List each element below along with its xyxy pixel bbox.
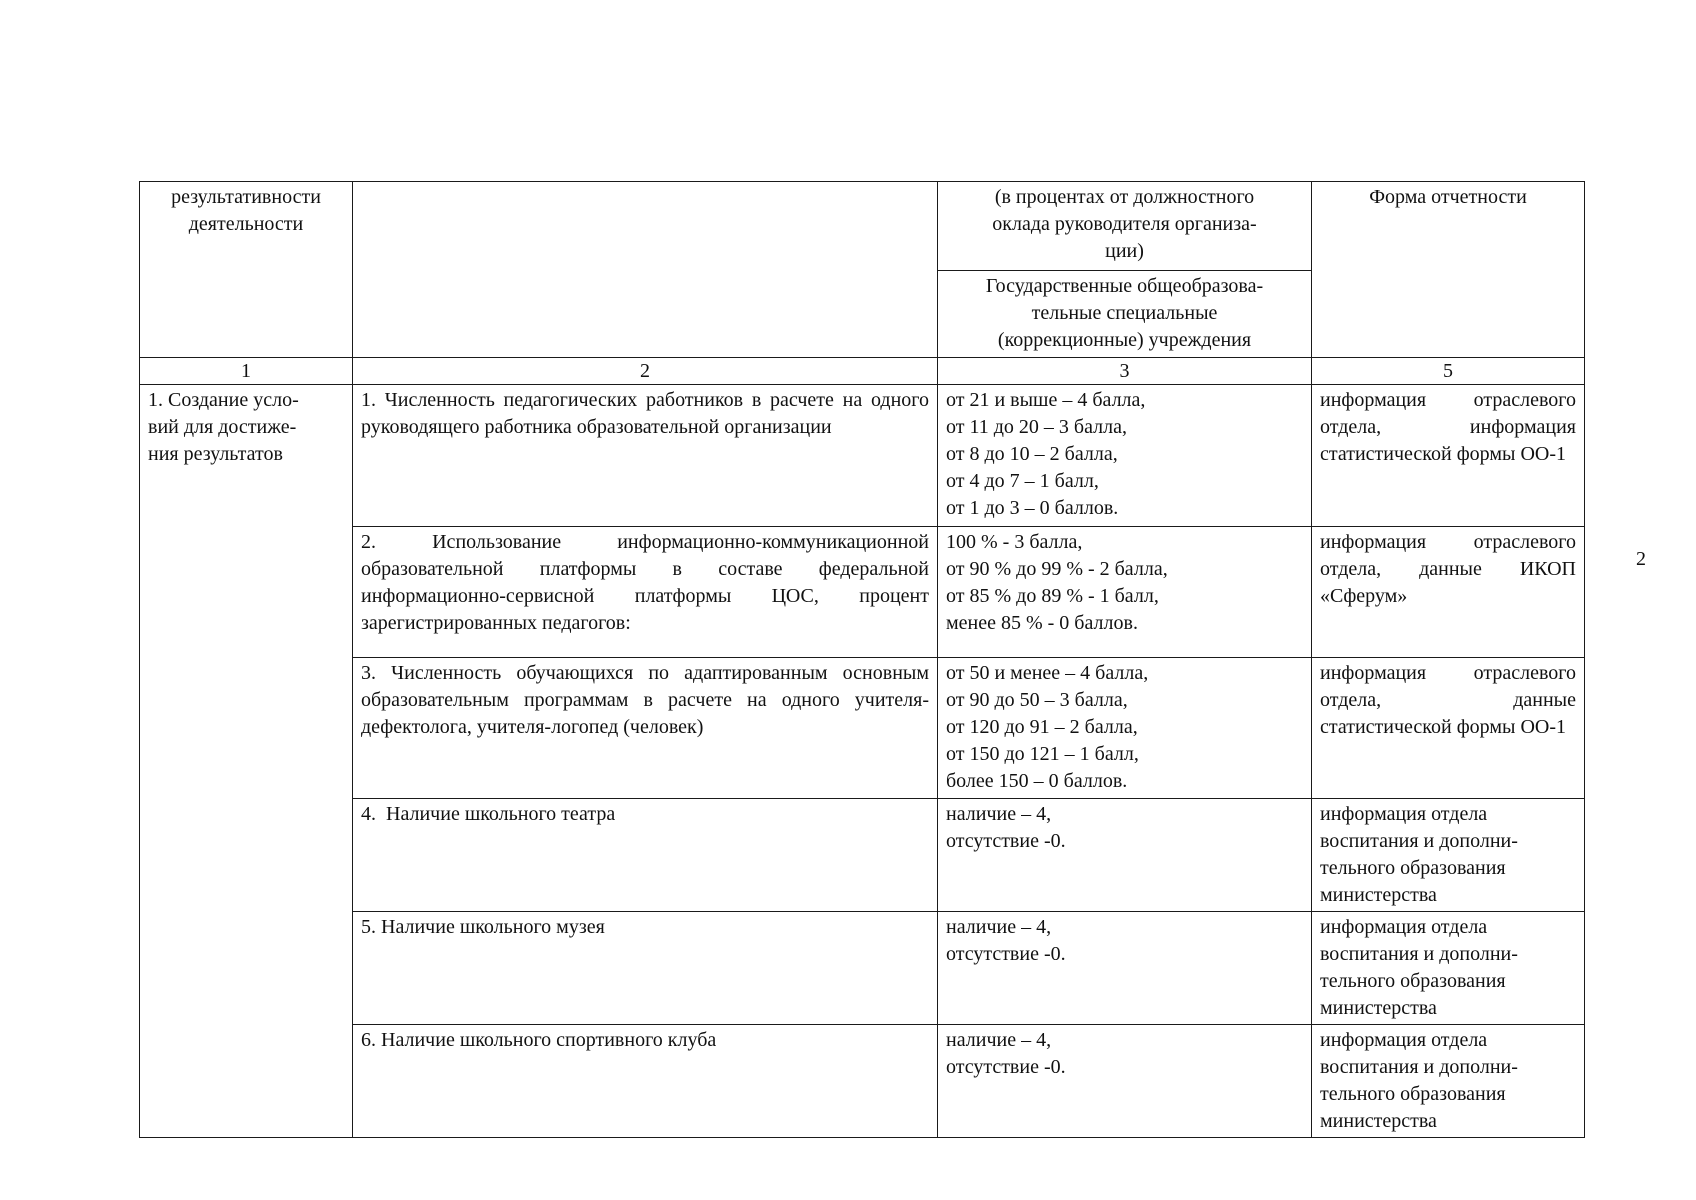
column-number: 1 <box>140 358 353 385</box>
header-percent-cell: (в процентах от должностного оклада руководителя организа- ции) <box>938 182 1312 271</box>
table-row <box>140 658 1585 799</box>
header-institutions-cell: Государственные общеобразова- тельные специальные (коррекционные) учреждения <box>938 271 1312 358</box>
score-cell: наличие – 4, отсутствие -0. <box>938 799 1312 912</box>
column-number: 5 <box>1312 358 1585 385</box>
score-cell: наличие – 4, отсутствие -0. <box>938 912 1312 1025</box>
criterion-cell: 1. Создание усло- вий для достиже- ния результатов <box>140 385 353 1138</box>
page-number: 2 <box>1636 548 1646 570</box>
indicator-cell: 1. Численность педагогических работников в расчете на одного руководящего работника образовательной организации <box>353 385 938 527</box>
indicator-cell: 5. Наличие школьного музея <box>353 912 938 1025</box>
criteria-table <box>139 181 1585 1138</box>
score-cell: наличие – 4, отсутствие -0. <box>938 1025 1312 1138</box>
indicator-cell: 2. Использование информационно-коммуникационной образовательной платформы в составе федеральной информационно-сервисной платформы ЦОС, процент зарегистрированных педагогов: <box>353 527 938 658</box>
table-row <box>140 912 1585 1025</box>
reporting-cell: информация отдела воспитания и дополни- тельного образования министерства <box>1312 1025 1585 1138</box>
column-number: 2 <box>353 358 938 385</box>
score-cell: от 50 и менее – 4 балла, от 90 до 50 – 3 балла, от 120 до 91 – 2 балла, от 150 до 121 – 1 балл, более 150 – 0 баллов. <box>938 658 1312 799</box>
table-row <box>140 1025 1585 1138</box>
table-row <box>140 385 1585 527</box>
table-row <box>140 799 1585 912</box>
header-reporting-cell: Форма отчетности <box>1312 182 1585 358</box>
column-number: 3 <box>938 358 1312 385</box>
column-number-row <box>140 358 1585 385</box>
score-cell: 100 % - 3 балла, от 90 % до 99 % - 2 балла, от 85 % до 89 % - 1 балл, менее 85 % - 0 баллов. <box>938 527 1312 658</box>
reporting-cell: информация отдела воспитания и дополни- тельного образования министерства <box>1312 799 1585 912</box>
indicator-cell: 4. Наличие школьного театра <box>353 799 938 912</box>
score-cell: от 21 и выше – 4 балла, от 11 до 20 – 3 балла, от 8 до 10 – 2 балла, от 4 до 7 – 1 балл, от 1 до 3 – 0 баллов. <box>938 385 1312 527</box>
indicator-cell: 3. Численность обучающихся по адаптированным основным образовательным программам в расчете на одного учителя-дефектолога, учителя-логопед (человек) <box>353 658 938 799</box>
indicator-cell: 6. Наличие школьного спортивного клуба <box>353 1025 938 1138</box>
reporting-cell: информация отдела воспитания и дополни- тельного образования министерства <box>1312 912 1585 1025</box>
reporting-cell: информация отраслевого отдела, данные статистической формы ОО-1 <box>1312 658 1585 799</box>
header-criterion-cell: результативности деятельности <box>140 182 353 358</box>
header-indicator-cell <box>353 182 938 358</box>
table-row <box>140 527 1585 658</box>
reporting-cell: информация отраслевого отдела, данные ИКОП «Сферум» <box>1312 527 1585 658</box>
reporting-cell: информация отраслевого отдела, информация статистической формы ОО-1 <box>1312 385 1585 527</box>
